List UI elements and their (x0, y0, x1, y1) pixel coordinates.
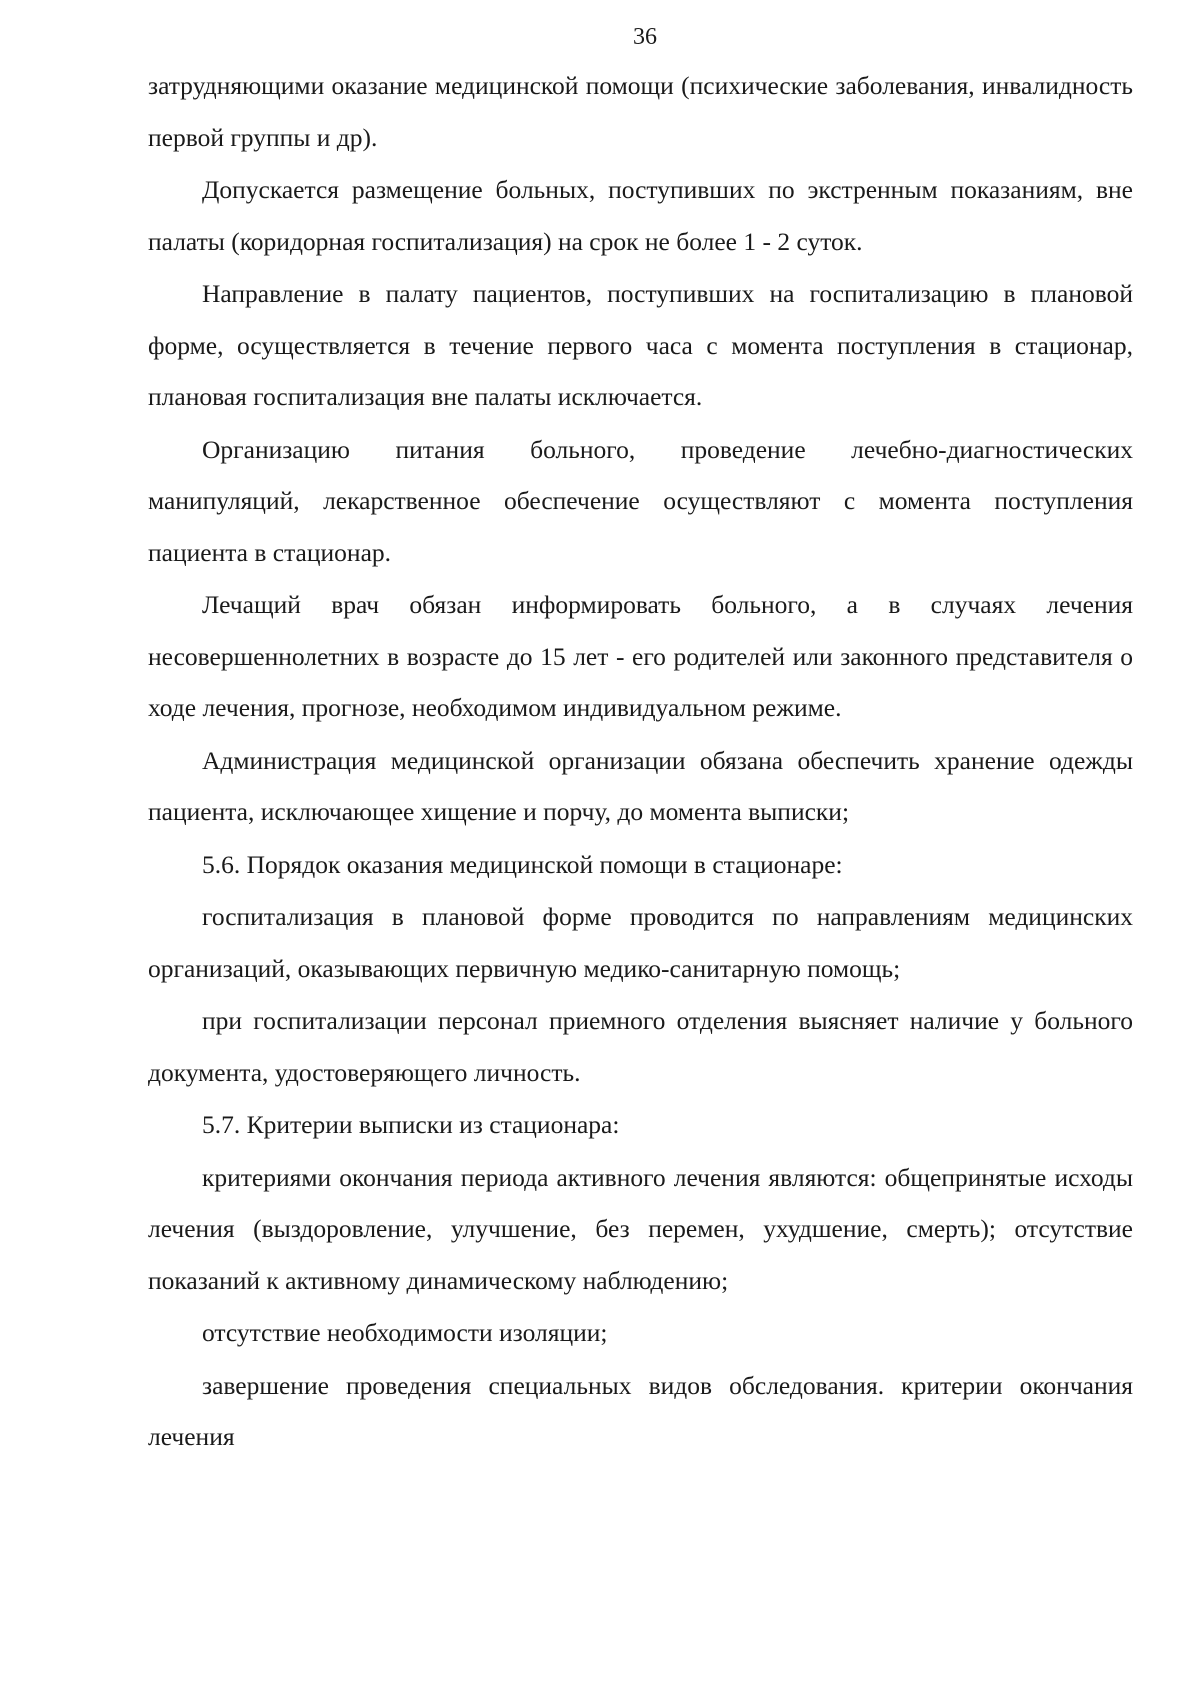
paragraph-special-examinations: завершение проведения специальных видов обследования. критерии окончания лечения (148, 1370, 1133, 1451)
section-heading-5-6: 5.6. Порядок оказания медицинской помощи в стационаре: (202, 849, 843, 879)
paragraph-planned-hospitalization: госпитализация в плановой форме проводится по направлениям медицинских организаций, оказывающих первичную медико-санитарную помощь; (148, 902, 1133, 983)
paragraph-attending-physician: Лечащий врач обязан информировать больного, а в случаях лечения несовершеннолетних в возрасте до 15 лет - его родителей или законного представителя о ходе лечения, прогнозе, необходимом индивидуальном режиме. (148, 590, 1133, 722)
paragraph-continuation: затрудняющими оказание медицинской помощи (психические заболевания, инвалидность первой группы и др). (148, 71, 1133, 152)
paragraph-no-isolation: отсутствие необходимости изоляции; (202, 1318, 608, 1347)
paragraph-identity-document: при госпитализации персонал приемного отделения выясняет наличие у больного документа, удостоверяющего личность. (148, 1006, 1133, 1087)
section-heading-5-7: 5.7. Критерии выписки из стационара: (202, 1110, 620, 1139)
paragraph-clothing-storage: Администрация медицинской организации обязана обеспечить хранение одежды пациента, исключающее хищение и порчу, до момента выписки; (148, 745, 1133, 826)
paragraph-discharge-criteria: критериями окончания периода активного лечения являются: общепринятые исходы лечения (выздоровление, улучшение, без перемен, ухудшение, смерть); отсутствие показаний к активному динамическому наблюдению; (148, 1162, 1133, 1295)
paragraph-corridor-hospitalization: Допускается размещение больных, поступивших по экстренным показаниям, вне палаты (коридорная госпитализация) на срок не более 1 - 2 суток. (148, 175, 1133, 256)
paragraph-nutrition-organization: Организацию питания больного, проведение лечебно-диагностических манипуляций, лекарственное обеспечение осуществляют с момента поступления пациента в стационар. (148, 434, 1133, 567)
page-number: 36 (633, 24, 657, 50)
document-body (148, 60, 1133, 1464)
paragraph-ward-direction: Направление в палату пациентов, поступивших на госпитализацию в плановой форме, осуществляется в течение первого часа с момента поступления в стационар, плановая госпитализация вне палаты исключается. (148, 279, 1133, 411)
